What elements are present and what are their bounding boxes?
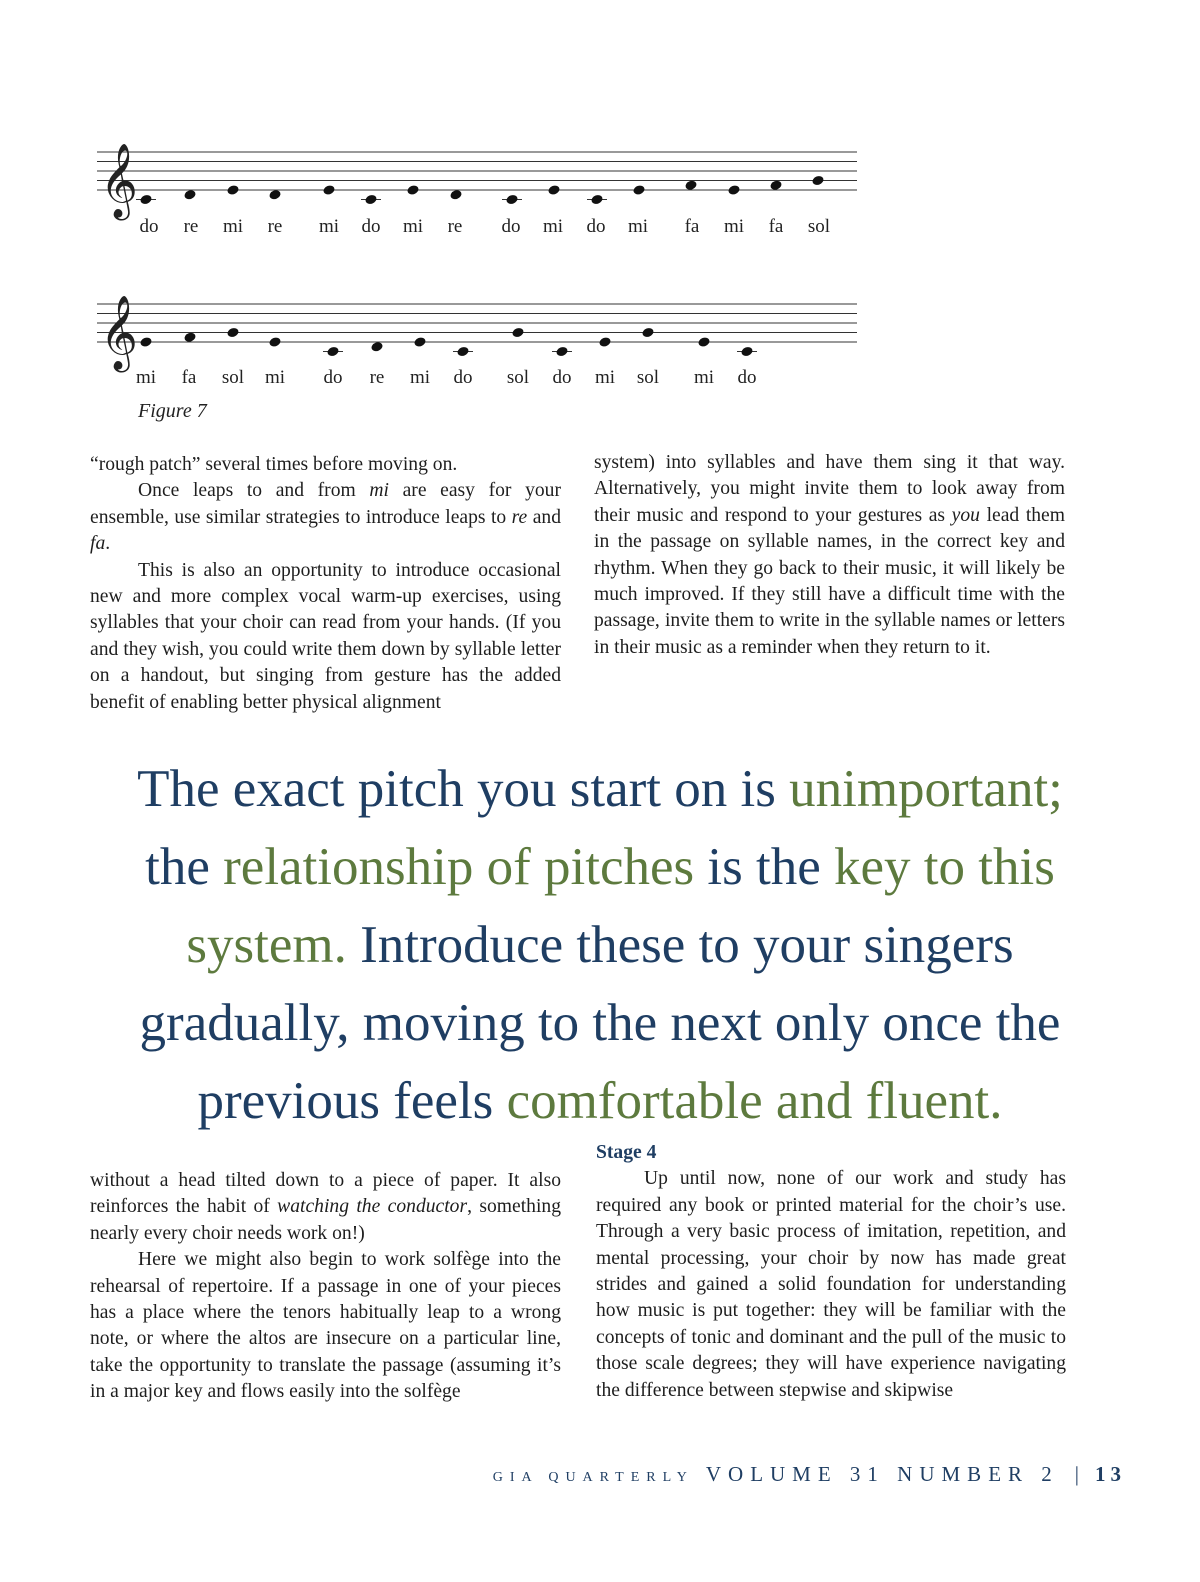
note-head [326,346,339,358]
syllable: mi [542,216,564,237]
syllable: mi [409,367,431,388]
treble-clef-icon: 𝄞 [100,144,138,218]
paragraph: Up until now, none of our work and study has required any book or printed material for the choir’s use. Through a very basic process of imitation, repetition, and mental processing, your choir by now has made great strides and gained a solid foundation for understanding how music is put together: they will be familiar with the concepts of tonic and dominant and the pull of the music to those scale degrees; they will have experience navigating the difference between stepwise and skipwise [596,1168,1066,1401]
note-head [183,331,196,343]
article-column-bottom-left [90,1168,561,1406]
syllable: fa [181,367,197,388]
syllable: sol [506,367,530,388]
syllable: do [501,216,521,237]
syllable: do [361,216,381,237]
treble-clef-icon: 𝄞 [100,296,138,370]
staff-lines [97,304,857,342]
figure-caption: Figure 7 [138,400,207,422]
note-head [555,346,568,358]
syllable: re [369,367,385,388]
syllable: do [139,216,159,237]
paragraph: “rough patch” several times before moving on. [90,454,458,475]
syllable: re [267,216,283,237]
syllable: sol [807,216,831,237]
article-column-top-right [594,450,1065,661]
note-head [413,336,426,348]
syllable: fa [768,216,784,237]
syllables [136,367,757,388]
syllable: fa [684,216,700,237]
note-head [322,184,335,196]
note-head [632,184,645,196]
footer-separator: | [1074,1462,1079,1486]
note-head [139,194,152,206]
note-head [598,336,611,348]
note-head [505,194,518,206]
note-head [684,179,697,191]
note-head [364,194,377,206]
paragraph: This is also an opportunity to introduce occasional new and more complex vocal warm-up exercises, using syllables that your choir can read from your hands. (If you and they wish, you could write them down by syllable letter on a handout, but singing from gesture has the added benefit of enabling better physical alignment [90,559,561,713]
syllable: mi [318,216,340,237]
syllable: do [737,367,757,388]
publication-name: GIA QUARTERLY [492,1470,694,1485]
note-head [456,346,469,358]
syllable: mi [693,367,715,388]
note-head [183,189,196,201]
syllable: do [453,367,473,388]
syllable: sol [636,367,660,388]
note-head [769,179,782,191]
syllable: mi [264,367,286,388]
note-head [226,184,239,196]
note-head [641,327,654,339]
article-column-top-left [90,452,561,716]
syllable: do [552,367,572,388]
music-staff-2 [0,272,1200,402]
syllable: mi [135,367,157,388]
note-head [740,346,753,358]
syllable: do [586,216,606,237]
paragraph: Here we might also begin to work solfège into the rehearsal of repertoire. If a passage in one of your pieces has a place where the tenors habitually leap to a wrong note, or where the altos are insecure on a particular line, take the opportunity to translate the passage (assuming it’s in a major key and flows easily into the solfège [90,1249,561,1403]
paragraph: Once leaps to and from mi are easy for your ensemble, use similar strategies to introduce leaps to re and fa. [90,480,561,555]
note-head [449,189,462,201]
note-head [547,184,560,196]
note-head [226,327,239,339]
syllable: mi [723,216,745,237]
note-head [370,341,383,353]
note-head [697,336,710,348]
syllable: mi [402,216,424,237]
note-head [590,194,603,206]
note-head [811,175,824,187]
paragraph: without a head tilted down to a piece of paper. It also reinforces the habit of watching the conductor, something nearly every choir needs work on!) [90,1170,561,1244]
music-staff-1 [0,120,1200,250]
note-head [268,336,281,348]
paragraph: system) into syllables and have them sing it that way. Alternatively, you might invite them to look away from their music and respond to your gestures as you lead them in the passage on syllable names, in the correct key and rhythm. When they go back to their music, it will likely be much improved. If they still have a difficult time with the passage, invite them to write in the syllable names or letters in their music as a reminder when they return to it. [594,452,1065,658]
page-footer [493,1462,1126,1487]
syllable: mi [627,216,649,237]
staff-lines [97,152,857,190]
article-column-bottom-right [596,1140,1066,1404]
page-number: 13 [1095,1462,1126,1486]
syllable: re [183,216,199,237]
note-head [511,327,524,339]
syllable: mi [222,216,244,237]
note-head [268,189,281,201]
note-head [139,336,152,348]
pull-quote: The exact pitch you start on is unimportant; the relationship of pitches is the key to this system. Introduce these to your singers gradually, moving to the next only once the previous feels comfortable and fluent. [137,760,1063,1130]
section-heading: Stage 4 [596,1142,657,1163]
syllable: do [323,367,343,388]
note-head [727,184,740,196]
syllable: re [447,216,463,237]
syllable: sol [221,367,245,388]
syllable: mi [594,367,616,388]
note-head [406,184,419,196]
volume-number: VOLUME 31 NUMBER 2 [705,1462,1059,1486]
syllables [140,216,831,237]
